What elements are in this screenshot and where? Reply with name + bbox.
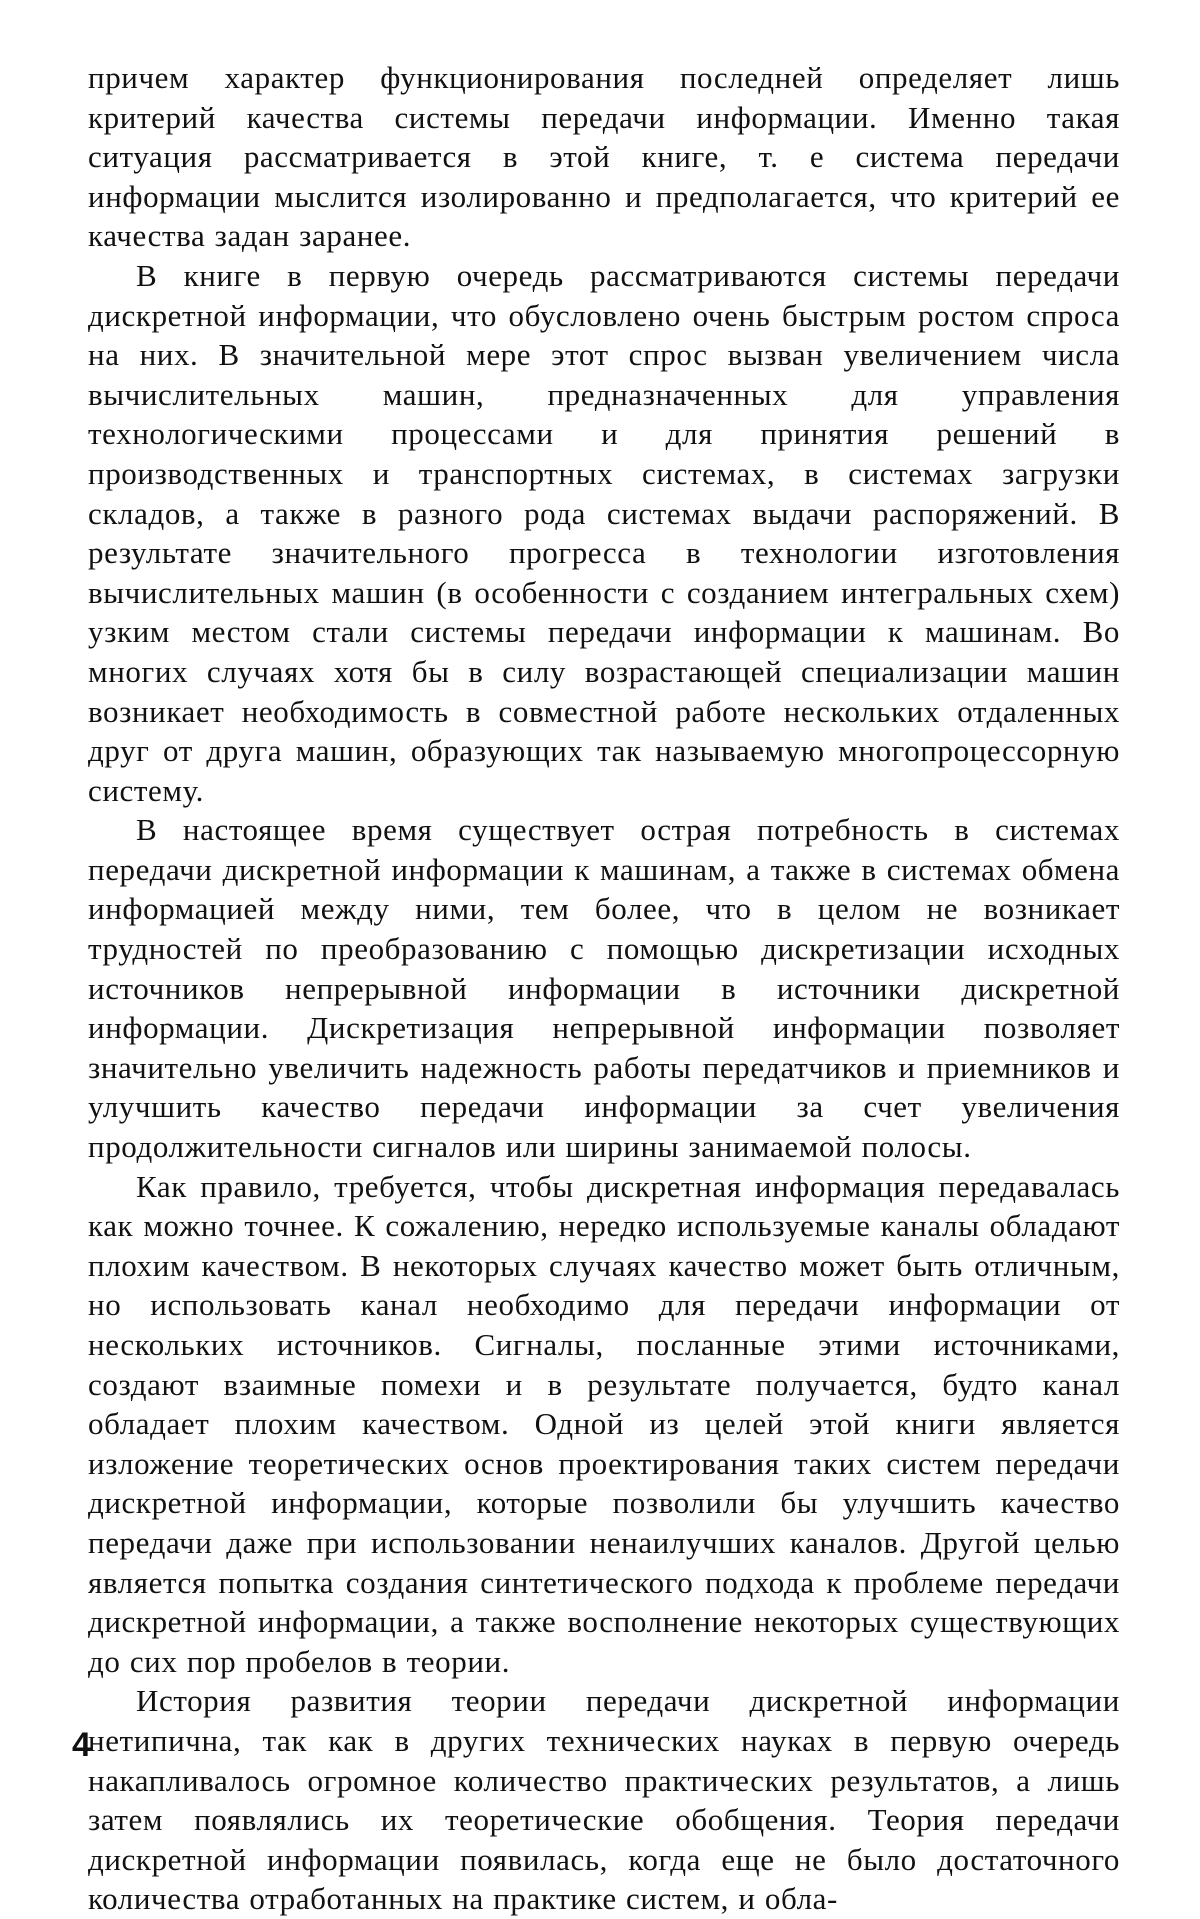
paragraph-4: Как правило, требуется, чтобы дискретная информация передавалась как можно точнее. К сожалению, нередко используемые каналы обладают плохим качеством. В некоторых случаях качество может быть отличным, но использовать канал необходимо для передачи информации от нескольких источников. Сигналы, посланные этими источниками, создают взаимные помехи и в результате получается, будто канал обладает плохим качеством. Одной из целей этой книги является изложение теоретических основ проектирования таких систем передачи дискретной информации, которые позволили бы улучшить качество передачи даже при использовании ненаилучших каналов. Другой целью является попытка создания синтетического подхода к проблеме передачи дискретной информации, а также восполнение некоторых существующих до сих пор пробелов в теории. bbox=[88, 1167, 1120, 1682]
paragraph-3: В настоящее время существует острая потребность в системах передачи дискретной информации к машинам, а также в системах обмена информацией между ними, тем более, что в целом не возникает трудностей по преобразованию с помощью дискретизации исходных источников непрерывной информации в источники дискретной информации. Дискретизация непрерывной информации позволяет значительно увеличить надежность работы передатчиков и приемников и улучшить качество передачи информации за счет увеличения продолжительности сигналов или ширины занимаемой полосы. bbox=[88, 810, 1120, 1166]
paragraph-5: История развития теории передачи дискретной информации нетипична, так как в других технических науках в первую очередь накапливалось огромное количество практических результатов, а лишь затем появлялись их теоретические обобщения. Теория передачи дискретной информации появилась, когда еще не было достаточного количества отработанных на практике систем, и обла- bbox=[88, 1681, 1120, 1919]
page-body bbox=[88, 58, 1120, 1919]
paragraph-2: В книге в первую очередь рассматриваются системы передачи дискретной информации, что обусловлено очень быстрым ростом спроса на них. В значительной мере этот спрос вызван увеличением числа вычислительных машин, предназначенных для управления технологическими процессами и для принятия решений в производственных и транспортных системах, в системах загрузки складов, а также в разного рода системах выдачи распоряжений. В результате значительного прогресса в технологии изготовления вычислительных машин (в особенности с созданием интегральных схем) узким местом стали системы передачи информации к машинам. Во многих случаях хотя бы в силу возрастающей специализации машин возникает необходимость в совместной работе нескольких отдаленных друг от друга машин, образующих так называемую многопроцессорную систему. bbox=[88, 256, 1120, 810]
page-number: 4 bbox=[72, 1726, 91, 1765]
paragraph-1: причем характер функционирования последней определяет лишь критерий качества системы передачи информации. Именно такая ситуация рассматривается в этой книге, т. е система передачи информации мыслится изолированно и предполагается, что критерий ее качества задан заранее. bbox=[88, 58, 1120, 256]
